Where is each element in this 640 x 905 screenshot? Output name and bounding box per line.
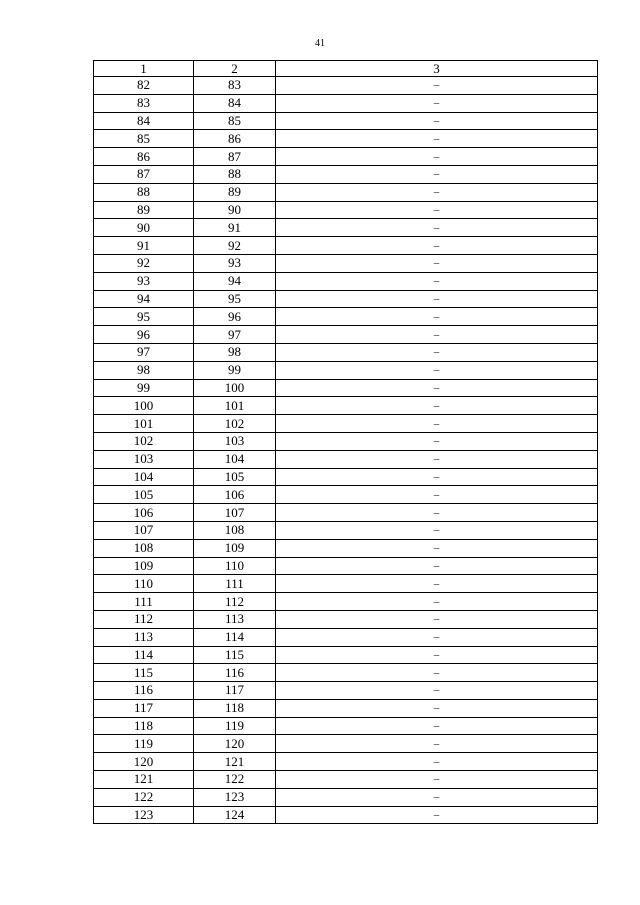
- table-cell-col-3: –: [276, 486, 598, 504]
- table-row: [94, 735, 598, 753]
- table-row: [94, 94, 598, 112]
- table-cell-col-1: 105: [94, 486, 194, 504]
- table-cell-col-1: 109: [94, 557, 194, 575]
- table-cell-col-1: 115: [94, 664, 194, 682]
- table-row: [94, 521, 598, 539]
- table-cell-col-3: –: [276, 664, 598, 682]
- table-cell-col-3: –: [276, 130, 598, 148]
- table-cell-col-2: 99: [194, 361, 276, 379]
- table-cell-col-2: 104: [194, 450, 276, 468]
- column-header-1: 1: [94, 61, 194, 77]
- table-cell-col-2: 111: [194, 575, 276, 593]
- table-cell-col-3: –: [276, 557, 598, 575]
- table-row: [94, 77, 598, 95]
- table-cell-col-2: 93: [194, 254, 276, 272]
- table-cell-col-2: 105: [194, 468, 276, 486]
- table-cell-col-2: 107: [194, 504, 276, 522]
- table-row: [94, 646, 598, 664]
- table-row: [94, 486, 598, 504]
- table-row: [94, 504, 598, 522]
- table-cell-col-3: –: [276, 183, 598, 201]
- table-cell-col-3: –: [276, 575, 598, 593]
- table-cell-col-3: –: [276, 468, 598, 486]
- table-cell-col-2: 112: [194, 593, 276, 611]
- table-row: [94, 610, 598, 628]
- table-row: [94, 379, 598, 397]
- table-row: [94, 415, 598, 433]
- table-cell-col-1: 121: [94, 771, 194, 789]
- table-row: [94, 682, 598, 700]
- table-cell-col-3: –: [276, 504, 598, 522]
- table-row: [94, 290, 598, 308]
- table-cell-col-1: 94: [94, 290, 194, 308]
- table-cell-col-3: –: [276, 432, 598, 450]
- table-cell-col-3: –: [276, 290, 598, 308]
- table-cell-col-3: –: [276, 237, 598, 255]
- table-cell-col-3: –: [276, 308, 598, 326]
- table-cell-col-2: 85: [194, 112, 276, 130]
- table-cell-col-3: –: [276, 254, 598, 272]
- table-cell-col-3: –: [276, 628, 598, 646]
- table-cell-col-2: 83: [194, 77, 276, 95]
- column-header-2: 2: [194, 61, 276, 77]
- table-row: [94, 201, 598, 219]
- table-cell-col-3: –: [276, 165, 598, 183]
- table-cell-col-1: 122: [94, 788, 194, 806]
- table-cell-col-1: 98: [94, 361, 194, 379]
- table-cell-col-1: 99: [94, 379, 194, 397]
- page-number: 41: [315, 38, 325, 49]
- table-row: [94, 397, 598, 415]
- table-row: [94, 628, 598, 646]
- table-cell-col-1: 119: [94, 735, 194, 753]
- table-cell-col-2: 102: [194, 415, 276, 433]
- data-table: [93, 60, 598, 824]
- table-row: [94, 468, 598, 486]
- table-row: [94, 771, 598, 789]
- table-row: [94, 237, 598, 255]
- table-cell-col-2: 106: [194, 486, 276, 504]
- table-row: [94, 361, 598, 379]
- table-cell-col-2: 91: [194, 219, 276, 237]
- table-cell-col-3: –: [276, 219, 598, 237]
- table-cell-col-1: 84: [94, 112, 194, 130]
- table-cell-col-1: 95: [94, 308, 194, 326]
- table-cell-col-1: 112: [94, 610, 194, 628]
- table-row: [94, 272, 598, 290]
- table-cell-col-1: 101: [94, 415, 194, 433]
- table-cell-col-1: 85: [94, 130, 194, 148]
- table-cell-col-2: 122: [194, 771, 276, 789]
- table-row: [94, 326, 598, 344]
- table-cell-col-3: –: [276, 521, 598, 539]
- table-cell-col-3: –: [276, 148, 598, 166]
- table-cell-col-1: 91: [94, 237, 194, 255]
- table-cell-col-3: –: [276, 735, 598, 753]
- table-cell-col-1: 100: [94, 397, 194, 415]
- table-row: [94, 717, 598, 735]
- table-cell-col-3: –: [276, 682, 598, 700]
- table-header-row: [94, 61, 598, 77]
- table-cell-col-3: –: [276, 450, 598, 468]
- table-cell-col-3: –: [276, 77, 598, 95]
- table-cell-col-2: 123: [194, 788, 276, 806]
- table-cell-col-1: 97: [94, 343, 194, 361]
- table-cell-col-1: 123: [94, 806, 194, 824]
- table-cell-col-1: 106: [94, 504, 194, 522]
- table-cell-col-1: 103: [94, 450, 194, 468]
- table-cell-col-2: 84: [194, 94, 276, 112]
- table-cell-col-3: –: [276, 717, 598, 735]
- table-row: [94, 575, 598, 593]
- table-cell-col-2: 117: [194, 682, 276, 700]
- table-cell-col-1: 113: [94, 628, 194, 646]
- table-cell-col-3: –: [276, 361, 598, 379]
- table-cell-col-1: 110: [94, 575, 194, 593]
- table-cell-col-1: 83: [94, 94, 194, 112]
- table-cell-col-2: 89: [194, 183, 276, 201]
- table-cell-col-2: 87: [194, 148, 276, 166]
- table-row: [94, 148, 598, 166]
- table-cell-col-1: 87: [94, 165, 194, 183]
- table-cell-col-3: –: [276, 699, 598, 717]
- table-cell-col-2: 114: [194, 628, 276, 646]
- table-cell-col-2: 115: [194, 646, 276, 664]
- table-row: [94, 593, 598, 611]
- table-cell-col-2: 96: [194, 308, 276, 326]
- table-cell-col-1: 114: [94, 646, 194, 664]
- table-cell-col-2: 103: [194, 432, 276, 450]
- table-cell-col-1: 107: [94, 521, 194, 539]
- table-cell-col-3: –: [276, 753, 598, 771]
- table-cell-col-1: 102: [94, 432, 194, 450]
- table-cell-col-3: –: [276, 272, 598, 290]
- table-cell-col-3: –: [276, 788, 598, 806]
- data-table-container: [93, 60, 597, 824]
- table-cell-col-3: –: [276, 343, 598, 361]
- table-row: [94, 539, 598, 557]
- table-cell-col-1: 104: [94, 468, 194, 486]
- table-cell-col-1: 118: [94, 717, 194, 735]
- table-cell-col-2: 95: [194, 290, 276, 308]
- table-cell-col-1: 93: [94, 272, 194, 290]
- table-row: [94, 788, 598, 806]
- table-body: [94, 77, 598, 824]
- table-cell-col-3: –: [276, 539, 598, 557]
- table-cell-col-2: 113: [194, 610, 276, 628]
- table-cell-col-2: 110: [194, 557, 276, 575]
- table-cell-col-1: 116: [94, 682, 194, 700]
- table-cell-col-1: 90: [94, 219, 194, 237]
- table-cell-col-1: 86: [94, 148, 194, 166]
- table-cell-col-2: 92: [194, 237, 276, 255]
- table-cell-col-3: –: [276, 771, 598, 789]
- table-cell-col-2: 90: [194, 201, 276, 219]
- table-row: [94, 557, 598, 575]
- table-cell-col-2: 100: [194, 379, 276, 397]
- table-cell-col-2: 97: [194, 326, 276, 344]
- table-cell-col-1: 120: [94, 753, 194, 771]
- table-row: [94, 753, 598, 771]
- table-row: [94, 699, 598, 717]
- table-row: [94, 432, 598, 450]
- table-cell-col-3: –: [276, 326, 598, 344]
- table-cell-col-1: 117: [94, 699, 194, 717]
- table-row: [94, 806, 598, 824]
- table-cell-col-3: –: [276, 112, 598, 130]
- table-cell-col-2: 94: [194, 272, 276, 290]
- table-cell-col-2: 101: [194, 397, 276, 415]
- table-cell-col-1: 89: [94, 201, 194, 219]
- table-cell-col-2: 86: [194, 130, 276, 148]
- table-header: [94, 61, 598, 77]
- table-cell-col-3: –: [276, 646, 598, 664]
- table-row: [94, 343, 598, 361]
- table-cell-col-2: 120: [194, 735, 276, 753]
- table-cell-col-3: –: [276, 593, 598, 611]
- table-cell-col-3: –: [276, 94, 598, 112]
- table-cell-col-1: 92: [94, 254, 194, 272]
- table-cell-col-2: 119: [194, 717, 276, 735]
- table-cell-col-3: –: [276, 610, 598, 628]
- table-cell-col-3: –: [276, 397, 598, 415]
- table-row: [94, 254, 598, 272]
- table-cell-col-2: 116: [194, 664, 276, 682]
- table-row: [94, 450, 598, 468]
- table-cell-col-3: –: [276, 806, 598, 824]
- table-row: [94, 219, 598, 237]
- table-row: [94, 112, 598, 130]
- table-cell-col-2: 108: [194, 521, 276, 539]
- table-cell-col-3: –: [276, 379, 598, 397]
- table-cell-col-1: 82: [94, 77, 194, 95]
- table-cell-col-3: –: [276, 201, 598, 219]
- table-row: [94, 130, 598, 148]
- table-row: [94, 165, 598, 183]
- table-cell-col-2: 109: [194, 539, 276, 557]
- table-row: [94, 183, 598, 201]
- table-row: [94, 308, 598, 326]
- table-cell-col-2: 118: [194, 699, 276, 717]
- table-cell-col-2: 124: [194, 806, 276, 824]
- table-cell-col-2: 88: [194, 165, 276, 183]
- table-cell-col-2: 98: [194, 343, 276, 361]
- table-cell-col-1: 96: [94, 326, 194, 344]
- column-header-3: 3: [276, 61, 598, 77]
- table-row: [94, 664, 598, 682]
- table-cell-col-1: 111: [94, 593, 194, 611]
- table-cell-col-1: 108: [94, 539, 194, 557]
- table-cell-col-3: –: [276, 415, 598, 433]
- table-cell-col-2: 121: [194, 753, 276, 771]
- table-cell-col-1: 88: [94, 183, 194, 201]
